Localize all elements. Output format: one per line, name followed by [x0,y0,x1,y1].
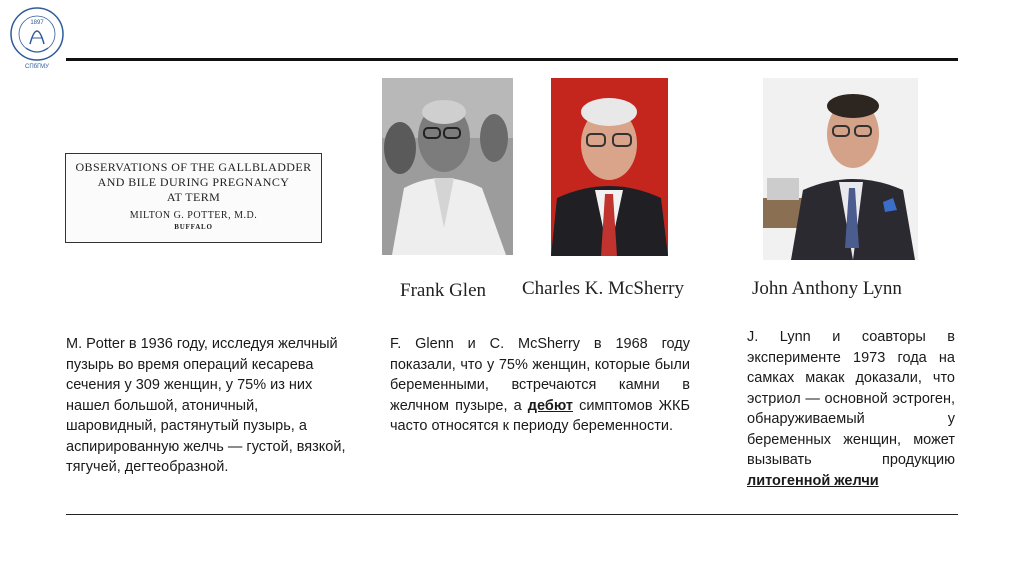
logo-abbr: СПбГМУ [24,64,50,70]
portrait-photo-glenn [382,78,513,255]
portrait-photo-mcsherry [551,78,668,256]
caption-glenn: Frank Glen [400,280,487,301]
article-title-line-1: OBSERVATIONS OF THE GALLBLADDER [75,160,312,174]
logo-year: 1897 [30,20,44,26]
top-divider [66,58,958,61]
text-lynn-emphasis: литогенной желчи [747,472,879,489]
article-title [66,160,321,205]
article-title-line-3: AT TERM [166,190,221,204]
text-glenn-part1: F. Glenn и C. McSherry в 1968 году показали, что у 75% женщин, которые были беременными, встречаются камни в желчном пузыре, а [390,336,690,414]
text-glenn-emphasis: дебют [527,397,573,414]
university-emblem-icon [8,4,66,72]
text-glenn-mcsherry [390,334,690,437]
article-title-line-2: AND BILE DURING PREGNANCY [97,175,290,189]
portrait-photo-lynn [763,78,918,260]
university-logo [8,4,66,72]
bottom-divider [66,514,958,515]
text-lynn-part1: J. Lynn и соавторы в эксперименте 1973 года на самках макак доказали, что эстриол — основной эстроген, обнаруживаемый у беременных женщин, может вызывать продукцию [747,329,955,468]
article-author: MILTON G. POTTER, M.D. [129,210,258,221]
text-glenn-part2: симптомов ЖКБ часто относятся к периоду беременности. [390,397,690,434]
text-potter: M. Potter в 1936 году, исследуя желчный пузырь во время операций кесарева сечения у 309 женщин, у 75% из них нашел большой, атоничный, шаровидный, растянутый пузырь, а аспирированную желчь — густой, вязкой, тягучей, дегтеобразной. [66,336,346,475]
caption-mcsherry: Charles K. McSherry [522,278,684,299]
article-title-clipping [65,153,322,243]
caption-lynn: John Anthony Lynn [752,278,902,299]
article-city: BUFFALO [174,223,213,231]
text-lynn [747,327,955,491]
